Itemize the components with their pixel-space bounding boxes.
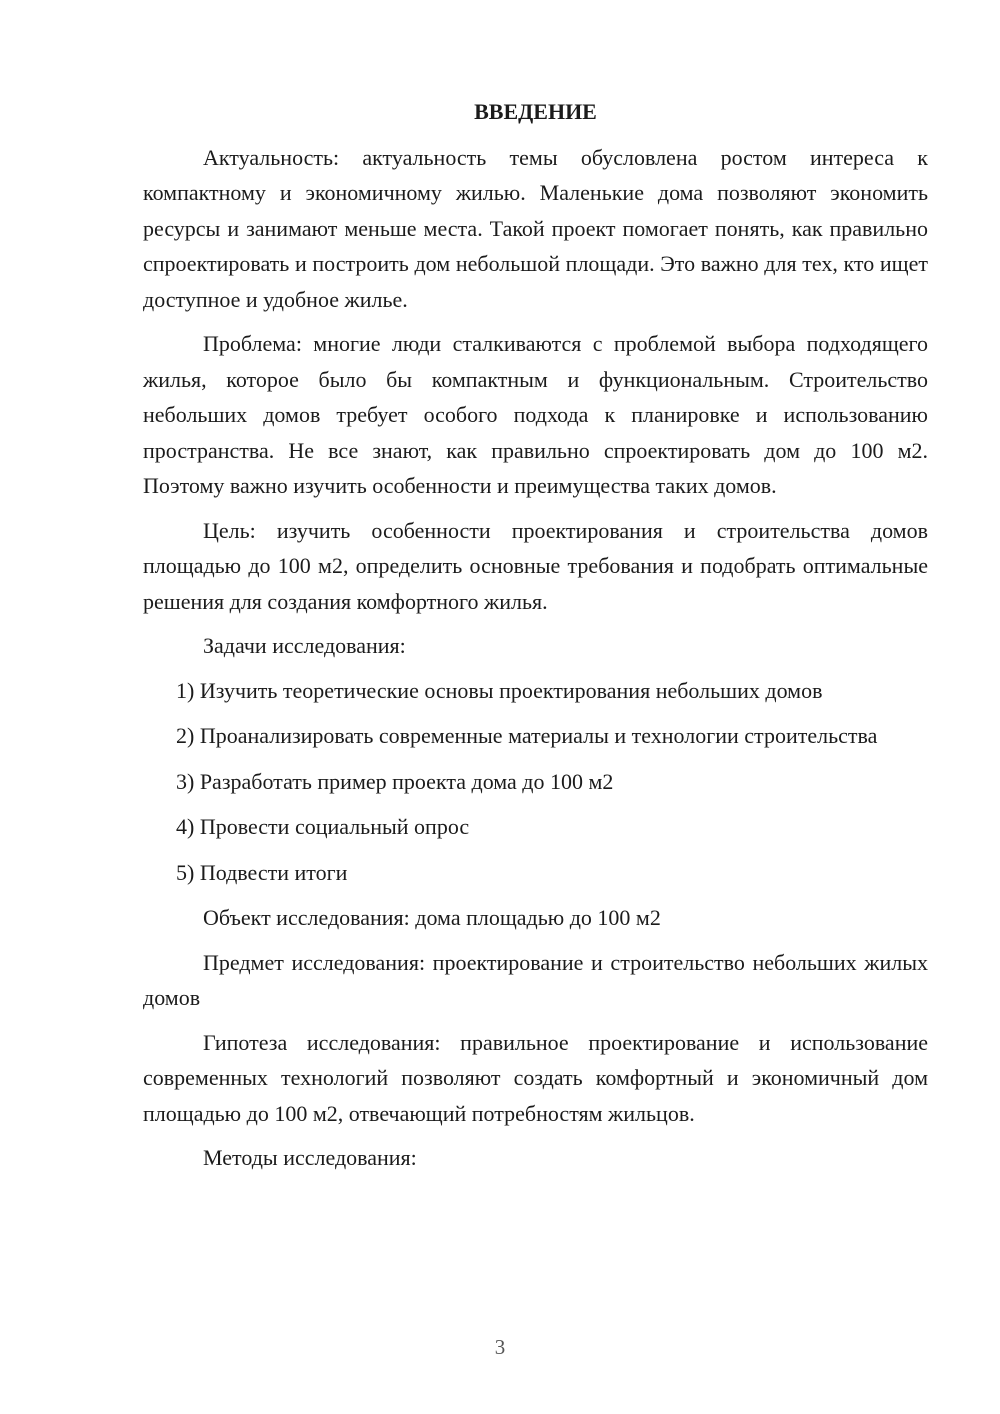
task-item-2: 2) Проанализировать современные материалы и технологии строительства <box>176 723 878 748</box>
relevance-paragraph: Актуальность: актуальность темы обусловлена ростом интереса к компактному и экономичному жилью. Маленькие дома позволяют экономить ресурсы и занимают меньше места. Такой проект помогает понять, как правильно спроектировать и построить дом небольшой площади. Это важно для тех, кто ищет доступное и удобное жилье. <box>143 144 928 312</box>
methods-title: Методы исследования: <box>203 1145 417 1170</box>
document-body <box>143 94 928 1185</box>
hypothesis-paragraph: Гипотеза исследования: правильное проектирование и использование современных технологий позволяют создать комфортный и экономичный дом площадью до 100 м2, отвечающий потребностям жильцов. <box>143 1029 928 1126</box>
task-item-4: 4) Провести социальный опрос <box>176 814 470 839</box>
subject-paragraph: Предмет исследования: проектирование и строительство небольших жилых домов <box>143 949 928 1010</box>
tasks-title: Задачи исследования: <box>203 633 406 658</box>
problem-paragraph: Проблема: многие люди сталкиваются с проблемой выбора подходящего жилья, которое было бы компактным и функциональным. Строительство небольших домов требует особого подхода к планировке и использованию пространства. Не все знают, как правильно спроектировать дом до 100 м2. Поэтому важно изучить особенности и преимущества таких домов. <box>143 331 928 498</box>
task-item-5: 5) Подвести итоги <box>176 859 348 885</box>
object-paragraph: Объект исследования: дома площадью до 100 м2 <box>203 905 661 930</box>
task-item-3: 3) Разработать пример проекта дома до 100 м2 <box>176 768 614 794</box>
task-item-1: 1) Изучить теоретические основы проектирования небольших домов <box>176 677 823 703</box>
goal-paragraph: Цель: изучить особенности проектирования и строительства домов площадью до 100 м2, определить основные требования и подобрать оптимальные решения для создания комфортного жилья. <box>143 517 928 614</box>
page-title: ВВЕДЕНИЕ <box>474 99 597 124</box>
page-number: 3 <box>494 1335 506 1359</box>
